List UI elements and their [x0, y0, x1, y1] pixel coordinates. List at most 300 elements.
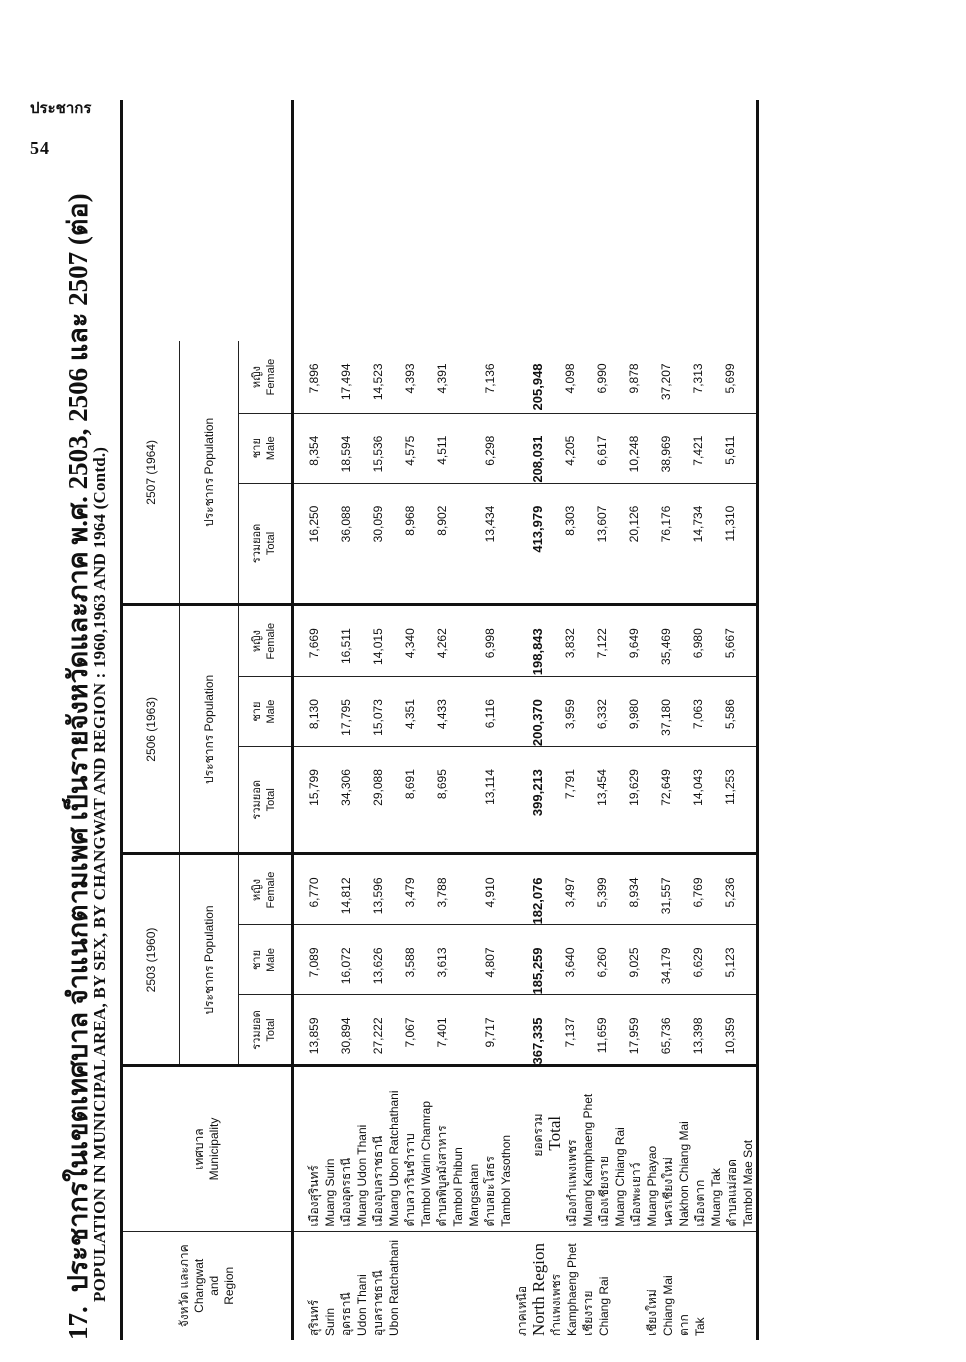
value-cell: 5,667 [723, 628, 737, 659]
value-cell: 3,832 [563, 628, 577, 659]
total-th: รวมยอด [251, 1010, 264, 1050]
value-cell: 4,098 [563, 363, 577, 394]
spacer [674, 855, 690, 924]
value-cell: 6,617 [595, 435, 609, 466]
value-cell: 13,114 [483, 769, 497, 805]
spacer [514, 414, 530, 483]
spacer [354, 341, 370, 412]
spacer [498, 677, 514, 746]
spacer [386, 606, 402, 676]
spacer [386, 341, 402, 412]
spacer [546, 414, 562, 483]
col-2506-female [293, 605, 758, 677]
header-male-2507 [239, 413, 293, 483]
spacer [418, 484, 434, 604]
spacer [498, 1232, 514, 1336]
value-cell: 15,799 [307, 769, 321, 806]
header-municipality [122, 1066, 293, 1231]
header-changwat-th: จังหวัด และภาค [177, 1244, 191, 1328]
municipality-line: เมืองอุดรธานี [339, 1157, 353, 1227]
table-title-english: POPULATION IN MUNICIPAL AREA, BY SEX, BY CHANGWAT AND REGION : 1960,1963 AND 1964 (Contd.) [90, 446, 109, 1302]
spacer [450, 925, 466, 994]
spacer [706, 414, 722, 483]
header-population-2506: ประชากร Population [180, 605, 239, 854]
value-cell: 6,980 [691, 628, 705, 659]
municipality-line: Muang Surin [323, 1158, 337, 1227]
spacer [706, 747, 722, 852]
value-cell: 13,454 [595, 769, 609, 806]
spacer [546, 747, 562, 852]
male-th: ชาย [251, 438, 264, 459]
spacer [450, 855, 466, 924]
spacer [354, 484, 370, 604]
page-number: 54 [30, 138, 50, 158]
spacer [642, 995, 658, 1064]
value-cell: 4,393 [403, 363, 417, 394]
municipality-line: Muang Udon Thani [355, 1124, 369, 1227]
value-cell: 6,260 [595, 947, 609, 978]
header-changwat [122, 1231, 293, 1340]
spacer [674, 995, 690, 1064]
value-cell: 10,248 [627, 435, 641, 473]
north-total-en: Total [545, 1115, 564, 1151]
value-cell: 17,959 [627, 1017, 641, 1055]
value-cell: 3,640 [563, 947, 577, 978]
value-cell: 16,511 [339, 628, 353, 665]
female-en: Female [265, 871, 277, 909]
spacer [386, 414, 402, 483]
spacer [450, 995, 466, 1064]
value-cell: 7,136 [483, 363, 497, 394]
spacer [578, 414, 594, 483]
spacer [578, 747, 594, 852]
value-cell: 5,611 [723, 435, 737, 465]
spacer [674, 606, 690, 676]
municipality-line: เมืองอุบลราชธานี [371, 1135, 385, 1227]
spacer [322, 995, 338, 1064]
municipality-line: Tambol Mae Sot [741, 1139, 755, 1227]
value-cell: 72,649 [659, 769, 673, 806]
spacer [498, 925, 514, 994]
spacer [466, 606, 482, 676]
header-total-2506 [239, 747, 293, 854]
spacer [610, 484, 626, 604]
spacer [322, 677, 338, 746]
changwat-line: Surin [323, 1307, 337, 1336]
value-cell: 6,332 [595, 699, 609, 730]
value-cell: 8,691 [403, 769, 417, 800]
spacer [466, 677, 482, 746]
value-cell: 30,894 [339, 1017, 353, 1055]
spacer [674, 341, 690, 412]
col-2507-female [293, 341, 758, 413]
spacer [546, 606, 562, 676]
north-total-value: 182,076 [530, 877, 545, 925]
value-cell: 7,791 [563, 769, 577, 800]
changwat-line: เชียงใหม่ [645, 1289, 659, 1336]
value-cell: 3,959 [563, 699, 577, 730]
spacer [386, 677, 402, 746]
spacer [466, 747, 482, 852]
spacer [546, 925, 562, 994]
spacer [466, 484, 482, 604]
value-cell: 35,469 [659, 628, 673, 665]
value-cell: 9,649 [627, 628, 641, 659]
spacer [450, 1232, 466, 1336]
col-2507-male [293, 413, 758, 483]
spacer [322, 747, 338, 852]
spacer [610, 677, 626, 746]
spacer [642, 606, 658, 676]
spacer [450, 677, 466, 746]
spacer [706, 484, 722, 604]
north-total-value: 185,259 [530, 947, 545, 995]
spacer [418, 341, 434, 412]
male-en: Male [265, 948, 277, 972]
value-cell: 4,351 [403, 699, 417, 730]
value-cell: 9,878 [627, 363, 641, 394]
spacer [610, 606, 626, 676]
spacer [466, 1232, 482, 1336]
spacer [610, 747, 626, 852]
header-female-2503 [239, 854, 293, 925]
value-cell: 18,594 [339, 435, 353, 473]
spacer [514, 1067, 530, 1226]
value-cell: 7,896 [307, 363, 321, 394]
changwat-line: Udon Thani [355, 1274, 369, 1336]
spacer [706, 677, 722, 746]
header-female-2506 [239, 605, 293, 677]
spacer [706, 606, 722, 676]
value-cell: 37,180 [659, 699, 673, 736]
municipality-line: Muang Ubon Ratchathani [387, 1090, 401, 1227]
spacer [498, 747, 514, 852]
spacer [466, 341, 482, 412]
value-cell: 4,262 [435, 628, 449, 659]
spacer [514, 925, 530, 994]
north-total-value: 367,335 [530, 1017, 545, 1065]
value-cell: 14,812 [339, 877, 353, 915]
municipality-line: Mangsahan [467, 1163, 481, 1227]
col-2503-male [293, 925, 758, 995]
changwat-line: Chiang Mai [661, 1275, 675, 1336]
spacer [322, 341, 338, 412]
value-cell: 4,433 [435, 699, 449, 730]
spacer [578, 995, 594, 1064]
blank-margin [122, 100, 293, 341]
male-en: Male [265, 699, 277, 724]
value-cell: 6,998 [483, 628, 497, 659]
spacer [498, 341, 514, 412]
spacer [642, 341, 658, 412]
north-total-value: 198,843 [530, 628, 545, 676]
header-total-2503 [239, 995, 293, 1066]
value-cell: 8,968 [403, 505, 417, 536]
spacer [578, 677, 594, 746]
value-cell: 11,253 [723, 769, 737, 805]
value-cell: 8,303 [563, 505, 577, 536]
female-en: Female [265, 358, 277, 396]
spacer [674, 747, 690, 852]
spacer [514, 484, 530, 604]
header-changwat-en3: Region [222, 1266, 236, 1305]
total-en: Total [265, 1018, 277, 1042]
value-cell: 4,205 [563, 435, 577, 466]
changwat-line: กำแพงเพชร [549, 1273, 563, 1336]
header-municipality-th: เทศบาล [192, 1128, 206, 1170]
spacer [354, 606, 370, 676]
north-total-value: 200,370 [530, 699, 545, 747]
changwat-line [628, 1232, 644, 1336]
value-cell: 11,310 [723, 505, 737, 542]
spacer [386, 484, 402, 604]
value-cell: 5,236 [723, 877, 737, 908]
total-th: รวมยอด [251, 523, 264, 564]
spacer [402, 1232, 418, 1336]
value-cell: 7,063 [691, 699, 705, 730]
spacer [418, 855, 434, 924]
municipality-line: ตำบลวารินชำราบ [403, 1133, 417, 1227]
spacer [418, 606, 434, 676]
spacer [578, 925, 594, 994]
spacer [514, 677, 530, 746]
value-cell: 29,088 [371, 769, 385, 806]
spacer [706, 855, 722, 924]
spacer [354, 925, 370, 994]
col-2507-total [293, 483, 758, 605]
north-total-th: ยอดรวม [531, 1113, 545, 1157]
value-cell: 16,072 [339, 947, 353, 985]
changwat-line: อุดรธานี [339, 1292, 353, 1336]
spacer [514, 995, 530, 1064]
municipality-line: Tambol Yasothon [499, 1134, 513, 1227]
changwat-line: Chiang Rai [597, 1276, 611, 1336]
value-cell: 13,626 [371, 947, 385, 985]
spacer [706, 995, 722, 1064]
spacer [642, 414, 658, 483]
spacer [418, 925, 434, 994]
spacer [610, 925, 626, 994]
spacer [354, 677, 370, 746]
value-cell: 4,575 [403, 435, 417, 466]
female-en: Female [265, 622, 277, 660]
spacer [450, 414, 466, 483]
value-cell: 38,969 [659, 435, 673, 473]
value-cell: 6,629 [691, 947, 705, 978]
spacer [514, 855, 530, 924]
value-cell: 13,434 [483, 505, 497, 543]
spacer [386, 995, 402, 1064]
municipality-line: Muang Chiang Rai [613, 1127, 627, 1227]
value-cell: 8,695 [435, 769, 449, 800]
changwat-line: ตาก [677, 1314, 691, 1336]
spacer [354, 995, 370, 1064]
blank-margin-body [293, 100, 758, 341]
spacer [514, 747, 530, 852]
value-cell: 13,398 [691, 1017, 705, 1055]
value-cell: 17,795 [339, 699, 353, 736]
value-cell: 4,807 [483, 947, 497, 978]
municipality-column [293, 1066, 758, 1231]
value-cell: 13,596 [371, 877, 385, 915]
spacer [514, 606, 530, 676]
value-cell: 5,399 [595, 877, 609, 908]
spacer [546, 484, 562, 604]
municipality-line: Tambol Warin Chamrap [419, 1100, 433, 1227]
changwat-line: สุรินทร์ [307, 1299, 321, 1336]
header-total-2507 [239, 483, 293, 605]
spacer [498, 484, 514, 604]
male-en: Male [265, 436, 277, 461]
spacer [546, 855, 562, 924]
spacer [450, 606, 466, 676]
spacer [450, 341, 466, 412]
spacer [386, 747, 402, 852]
col-2503-total [293, 995, 758, 1066]
spacer [578, 606, 594, 676]
spacer [674, 925, 690, 994]
value-cell: 13,859 [307, 1017, 321, 1055]
value-cell: 65,736 [659, 1017, 673, 1055]
running-header: ประชากร [30, 99, 92, 117]
changwat-line: เชียงราย [581, 1290, 595, 1336]
spacer [418, 414, 434, 483]
value-cell: 4,910 [483, 877, 497, 908]
spacer [322, 855, 338, 924]
value-cell: 15,536 [371, 435, 385, 473]
value-cell: 36,088 [339, 505, 353, 543]
spacer [642, 855, 658, 924]
value-cell: 7,313 [691, 363, 705, 394]
female-th: หญิง [251, 630, 264, 653]
value-cell: 5,123 [723, 947, 737, 978]
value-cell: 7,137 [563, 1017, 577, 1048]
municipality-line: เมืองเชียงราย [597, 1156, 611, 1227]
spacer [642, 747, 658, 852]
spacer [546, 677, 562, 746]
spacer [610, 414, 626, 483]
value-cell: 5,699 [723, 363, 737, 394]
value-cell: 9,980 [627, 699, 641, 730]
municipality-line: ตำบลแม่สอด [725, 1159, 739, 1227]
spacer [610, 341, 626, 412]
north-total-value: 413,979 [530, 505, 545, 553]
municipality-line: เมืองพะเยาว์ [629, 1162, 643, 1227]
value-cell: 6,990 [595, 363, 609, 394]
value-cell: 19,629 [627, 769, 641, 806]
rotated-table-page [56, 100, 936, 1340]
female-th: หญิง [251, 366, 264, 389]
municipality-line: เมืองสุรินทร์ [307, 1165, 321, 1227]
spacer [498, 606, 514, 676]
spacer [354, 747, 370, 852]
changwat-line: Tak [693, 1317, 707, 1336]
header-male-2503 [239, 925, 293, 995]
north-total-value: 205,948 [530, 363, 545, 411]
spacer [354, 414, 370, 483]
municipality-line: นครเชียงใหม่ [661, 1157, 675, 1227]
value-cell: 8,902 [435, 505, 449, 536]
spacer [386, 925, 402, 994]
spacer [482, 1232, 498, 1336]
value-cell: 6,770 [307, 877, 321, 908]
title-thai-text: ประชากรในเขตเทศบาล จำแนกตามเพศ เป็นรายจังหวัดและภาค พ.ศ. 2503, 2506 และ 2507 (ต่อ) [63, 193, 93, 1293]
value-cell: 7,089 [307, 947, 321, 978]
total-en: Total [265, 788, 277, 812]
value-cell: 14,734 [691, 505, 705, 543]
changwat-line [612, 1232, 628, 1336]
spacer [578, 484, 594, 604]
value-cell: 15,073 [371, 699, 385, 736]
spacer [514, 341, 530, 412]
spacer [322, 606, 338, 676]
header-population-2503: ประชากร Population [180, 854, 239, 1066]
municipality-line: เมืองกำแพงเพชร [565, 1139, 579, 1227]
value-cell: 6,769 [691, 877, 705, 908]
spacer [450, 484, 466, 604]
spacer [418, 1232, 434, 1336]
changwat-line: Kamphaeng Phet [565, 1243, 579, 1336]
spacer [498, 995, 514, 1064]
value-cell: 4,391 [435, 363, 449, 394]
spacer [706, 341, 722, 412]
value-cell: 8,130 [307, 699, 321, 730]
value-cell: 14,523 [371, 363, 385, 401]
header-male-2506 [239, 677, 293, 747]
header-female-2507 [239, 341, 293, 413]
spacer [642, 484, 658, 604]
value-cell: 6,116 [483, 699, 497, 729]
value-cell: 13,607 [595, 505, 609, 543]
value-cell: 3,479 [403, 877, 417, 908]
spacer [418, 677, 434, 746]
spacer [322, 484, 338, 604]
spacer [466, 995, 482, 1064]
spacer [706, 925, 722, 994]
value-cell: 30,059 [371, 505, 385, 543]
north-region-th: ภาคเหนือ [515, 1285, 529, 1336]
value-cell: 31,557 [659, 877, 673, 915]
value-cell: 7,401 [435, 1017, 449, 1048]
value-cell: 14,015 [371, 628, 385, 665]
municipality-line: ตำบลพิบูลมังสาหาร [435, 1125, 449, 1227]
value-cell: 14,043 [691, 769, 705, 806]
female-th: หญิง [251, 878, 264, 901]
value-cell: 34,179 [659, 947, 673, 985]
spacer [610, 995, 626, 1064]
header-year-2507: 2507 (1964) [122, 341, 180, 604]
spacer [674, 484, 690, 604]
spacer [466, 414, 482, 483]
value-cell: 7,669 [307, 628, 321, 659]
value-cell: 3,788 [435, 877, 449, 908]
spacer [450, 747, 466, 852]
value-cell: 37,207 [659, 363, 673, 401]
value-cell: 20,126 [627, 505, 641, 543]
col-2506-total [293, 747, 758, 854]
spacer [642, 677, 658, 746]
value-cell: 8,354 [307, 435, 321, 466]
value-cell: 5,586 [723, 699, 737, 730]
spacer [354, 855, 370, 924]
spacer [466, 925, 482, 994]
value-cell: 8,934 [627, 877, 641, 908]
total-th: รวมยอด [251, 780, 264, 820]
spacer [418, 747, 434, 852]
spacer [434, 1232, 450, 1336]
value-cell: 11,659 [595, 1017, 609, 1054]
spacer [466, 855, 482, 924]
